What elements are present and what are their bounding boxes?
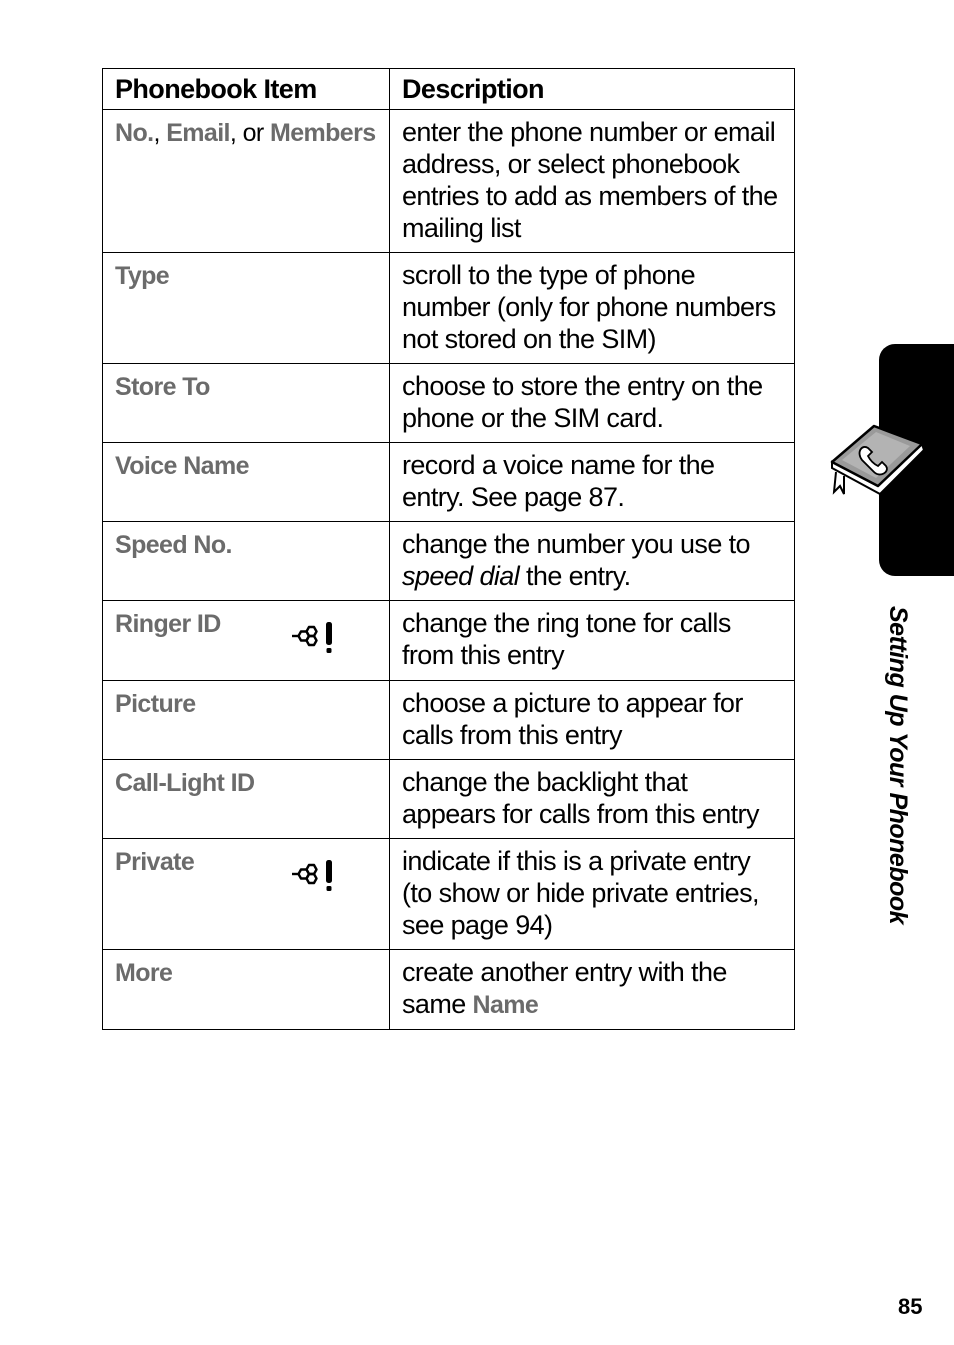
description-cell: change the ring tone for calls from this entry xyxy=(390,601,795,681)
chapter-title: Setting Up Your Phonebook xyxy=(884,606,912,925)
description-cell: indicate if this is a private entry (to show or hide private entries, see page 94) xyxy=(390,839,795,950)
description-cell: choose to store the entry on the phone or the SIM card. xyxy=(390,364,795,443)
menu-term-type: Type xyxy=(115,262,170,290)
table-row xyxy=(103,839,795,950)
description-text: the entry. xyxy=(519,561,631,591)
menu-term-more: More xyxy=(115,959,173,987)
item-cell xyxy=(103,681,390,760)
item-cell xyxy=(103,601,390,681)
header-description: Description xyxy=(390,69,795,110)
item-cell xyxy=(103,443,390,522)
table-row xyxy=(103,950,795,1030)
menu-term-number: No. xyxy=(115,119,154,147)
item-cell xyxy=(103,253,390,364)
description-cell: scroll to the type of phone number (only for phone numbers not stored on the SIM) xyxy=(390,253,795,364)
table-row xyxy=(103,364,795,443)
menu-term-members: Members xyxy=(269,119,376,147)
description-cell: record a voice name for the entry. See page 87. xyxy=(390,443,795,522)
item-cell xyxy=(103,950,390,1030)
item-cell xyxy=(103,522,390,601)
description-cell xyxy=(390,950,795,1030)
menu-term-name: Name xyxy=(472,991,539,1019)
description-cell xyxy=(390,522,795,601)
table-row xyxy=(103,110,795,253)
table-row xyxy=(103,681,795,760)
phonebook-items-table xyxy=(102,68,795,1030)
page-number: 85 xyxy=(898,1294,923,1319)
menu-term-private: Private xyxy=(115,848,195,876)
table-header-row xyxy=(103,69,795,110)
item-cell xyxy=(103,110,390,253)
menu-term-speed-no: Speed No. xyxy=(115,531,232,559)
menu-term-picture: Picture xyxy=(115,690,196,718)
menu-term-email: Email xyxy=(166,119,230,147)
menu-term-ringer-id: Ringer ID xyxy=(115,610,221,638)
item-separator: , or xyxy=(229,119,270,147)
table-row xyxy=(103,760,795,839)
description-text: create another entry with the same xyxy=(402,957,727,1019)
menu-term-voice-name: Voice Name xyxy=(115,452,249,480)
item-cell xyxy=(103,760,390,839)
description-cell: choose a picture to appear for calls from this entry xyxy=(390,681,795,760)
item-separator: , xyxy=(153,119,167,147)
table-row xyxy=(103,253,795,364)
network-feature-icon xyxy=(291,857,341,895)
header-phonebook-item: Phonebook Item xyxy=(103,69,390,110)
menu-term-call-light-id: Call-Light ID xyxy=(115,769,255,797)
description-cell: enter the phone number or email address, or select phonebook entries to add as members of the mailing list xyxy=(390,110,795,253)
description-cell: change the backlight that appears for calls from this entry xyxy=(390,760,795,839)
description-emphasis: speed dial xyxy=(402,561,520,591)
network-feature-icon xyxy=(291,619,341,657)
item-cell xyxy=(103,364,390,443)
description-text: change the number you use to xyxy=(402,529,750,559)
menu-term-store-to: Store To xyxy=(115,373,210,401)
table-row xyxy=(103,522,795,601)
table-row xyxy=(103,443,795,522)
item-cell xyxy=(103,839,390,950)
phonebook-icon xyxy=(822,422,932,506)
table-row xyxy=(103,601,795,681)
